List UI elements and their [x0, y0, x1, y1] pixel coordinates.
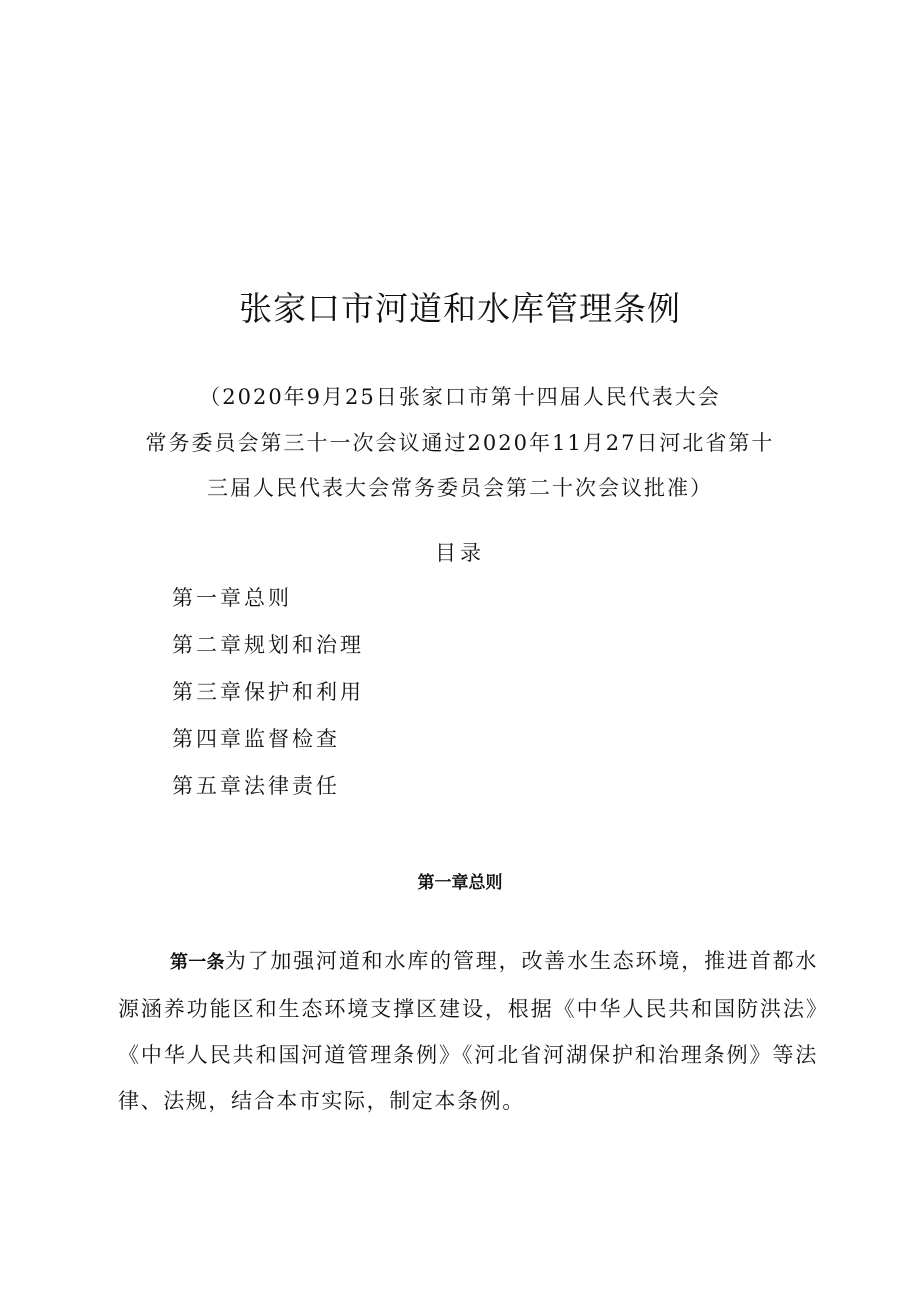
subtitle-line-3: 三届人民代表大会常务委员会第二十次会议批准）	[207, 476, 713, 500]
document-title: 张家口市河道和水库管理条例	[239, 289, 681, 328]
article-paragraph	[118, 938, 818, 1124]
toc-item-chapter-5: 第五章法律责任	[172, 774, 340, 798]
chapter-heading: 第一章总则	[417, 873, 503, 893]
toc-item-chapter-2: 第二章规划和治理	[172, 633, 364, 657]
table-of-contents	[172, 582, 364, 817]
article-label: 第一条	[170, 952, 225, 973]
article-text: 为了加强河道和水库的管理，改善水生态环境，推进首都水源涵养功能区和生态环境支撑区建设，根据《中华人民共和国防洪法》《中华人民共和国河道管理条例》《河北省河湖保护和治理条例》等法律、法规，结合本市实际，制定本条例。	[118, 949, 818, 1113]
toc-item-chapter-3: 第三章保护和利用	[172, 680, 364, 704]
toc-item-chapter-1: 第一章总则	[172, 586, 292, 610]
subtitle-line-1: （2020年9月25日张家口市第十四届人民代表大会	[199, 385, 721, 409]
toc-item-chapter-4: 第四章监督检查	[172, 727, 340, 751]
toc-heading: 目录	[435, 541, 485, 565]
subtitle-line-2: 常务委员会第三十一次会议通过2020年11月27日河北省第十	[145, 431, 775, 455]
